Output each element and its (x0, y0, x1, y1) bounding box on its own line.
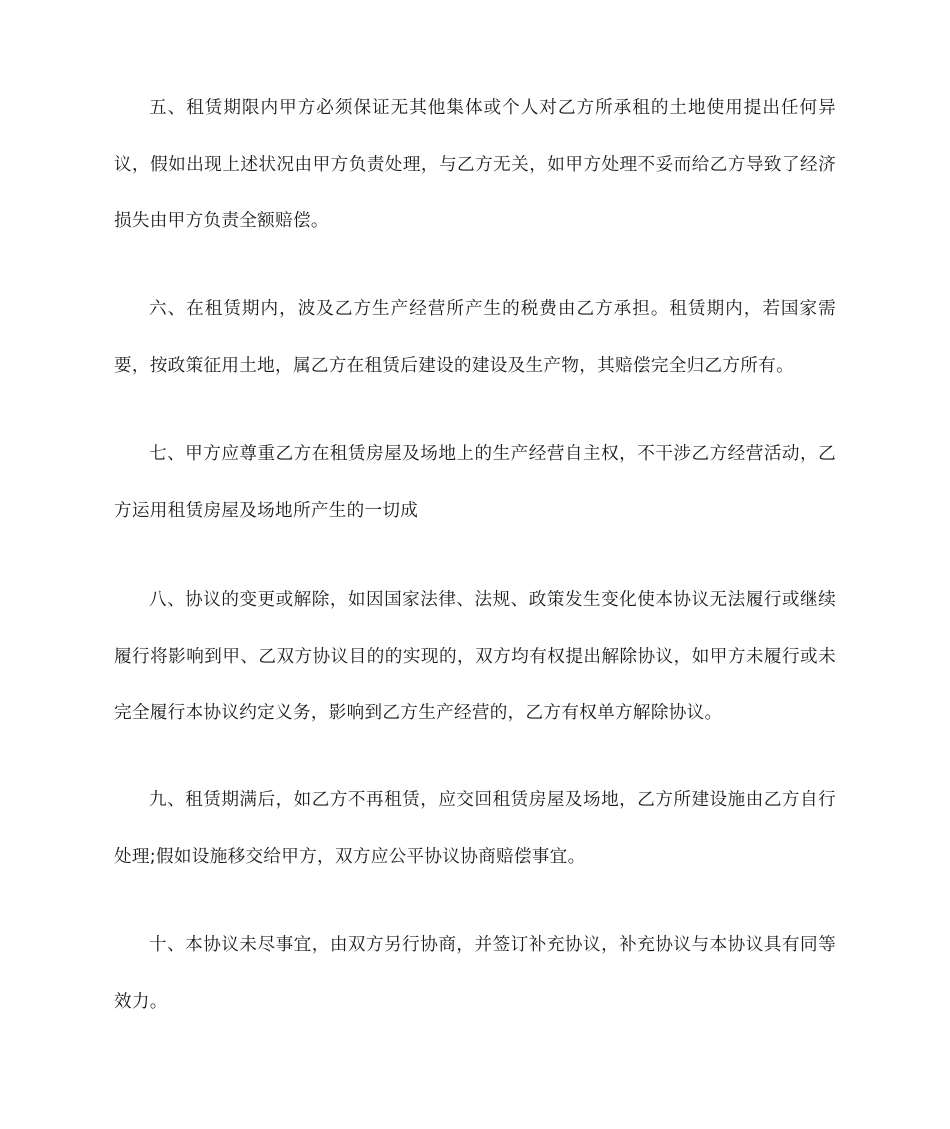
clause-9-paragraph: 九、租赁期满后，如乙方不再租赁，应交回租赁房屋及场地，乙方所建设施由乙方自行处理;假如设施移交给甲方，双方应公平协议协商赔偿事宜。 (114, 790, 836, 867)
clause-5-paragraph: 五、租赁期限内甲方必须保证无其他集体或个人对乙方所承租的土地使用提出任何异议，假如出现上述状况由甲方负责处理，与乙方无关，如甲方处理不妥而给乙方导致了经济损失由甲方负责全额赔偿。 (114, 98, 836, 231)
clause-6-paragraph: 六、在租赁期内，波及乙方生产经营所产生的税费由乙方承担。租赁期内，若国家需要，按政策征用土地，属乙方在租赁后建设的建设及生产物，其赔偿完全归乙方所有。 (114, 299, 836, 376)
clause-10-paragraph: 十、本协议未尽事宜，由双方另行协商，并签订补充协议，补充协议与本协议具有同等效力。 (114, 935, 836, 1012)
clause-8-paragraph: 八、协议的变更或解除，如因国家法律、法规、政策发生变化使本协议无法履行或继续履行将影响到甲、乙双方协议目的的实现的，双方均有权提出解除协议，如甲方未履行或未完全履行本协议约定义务，影响到乙方生产经营的，乙方有权单方解除协议。 (114, 590, 836, 723)
clause-7-paragraph: 七、甲方应尊重乙方在租赁房屋及场地上的生产经营自主权，不干涉乙方经营活动，乙方运用租赁房屋及场地所产生的一切成 (114, 444, 836, 521)
